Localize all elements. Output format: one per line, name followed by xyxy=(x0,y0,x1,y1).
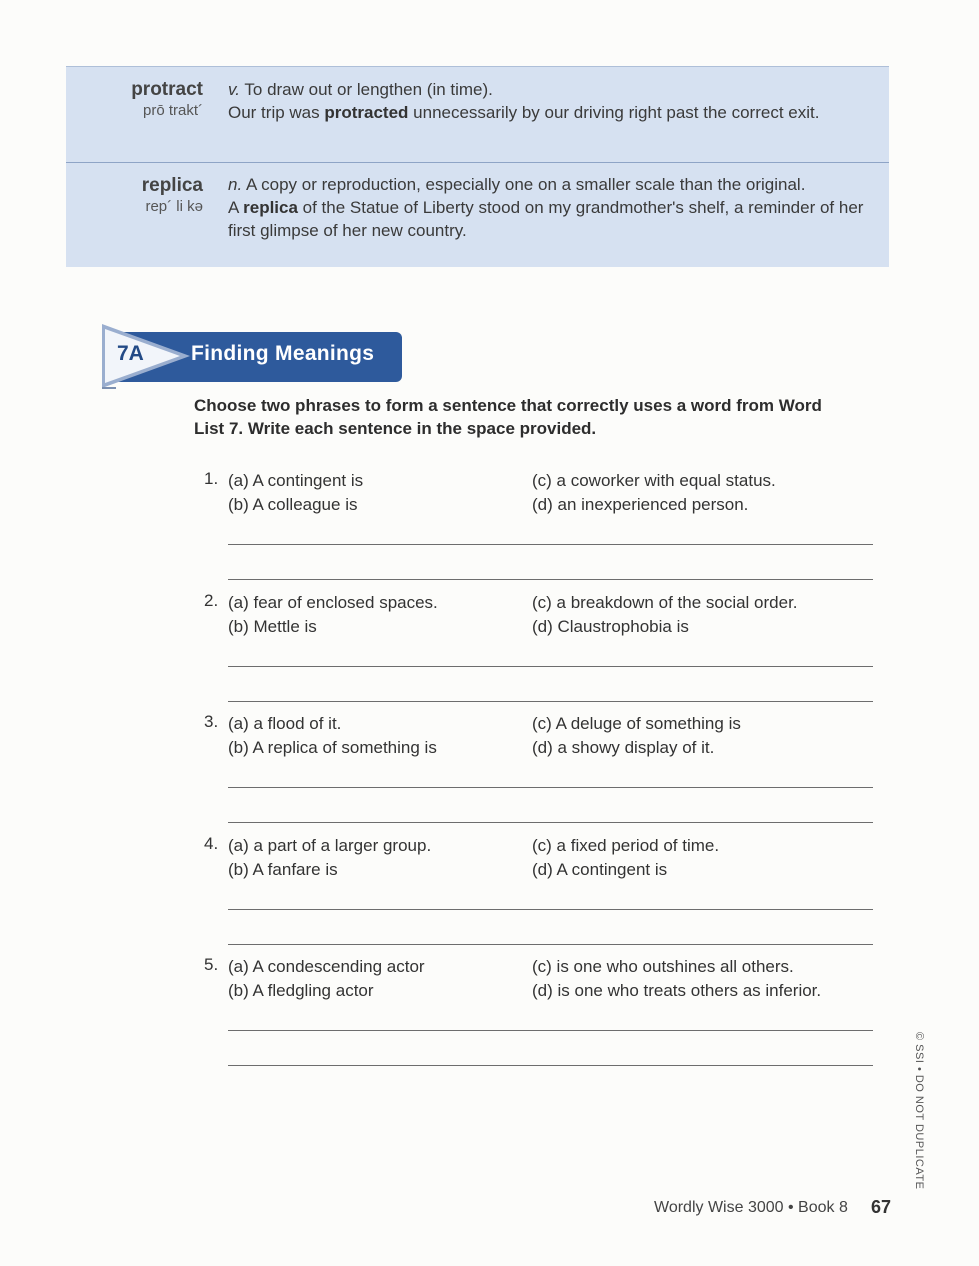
item-number: 4. xyxy=(204,834,219,853)
option-d: (d) an inexperienced person. xyxy=(532,495,749,514)
example-text-after: of the Statue of Liberty stood on my grandmother's shelf, a reminder of her first glimpse of her new country. xyxy=(228,198,864,240)
option-d: (d) a showy display of it. xyxy=(532,738,715,757)
exercise-item xyxy=(204,591,884,712)
section-title: Finding Meanings xyxy=(191,342,375,365)
option-c: (c) a fixed period of time. xyxy=(532,836,720,855)
option-a: (a) a part of a larger group. xyxy=(228,836,432,855)
option-b: (b) A replica of something is xyxy=(228,738,437,757)
answer-line[interactable] xyxy=(228,544,873,545)
option-a: (a) A contingent is xyxy=(228,471,364,490)
footer-book-title: Wordly Wise 3000 • Book 8 xyxy=(654,1199,848,1216)
option-d: (d) Claustrophobia is xyxy=(532,617,689,636)
item-number: 5. xyxy=(204,955,219,974)
option-b: (b) Mettle is xyxy=(228,617,317,636)
exercise-item xyxy=(204,834,884,955)
definition-text: To draw out or lengthen (in time). xyxy=(244,80,493,99)
definition-entry xyxy=(66,67,889,163)
option-c: (c) a breakdown of the social order. xyxy=(532,593,798,612)
instructions: Choose two phrases to form a sentence that correctly uses a word from Word List 7. Write each sentence in the space provided. xyxy=(194,396,822,438)
example-keyword: protracted xyxy=(324,103,409,122)
exercise-item xyxy=(204,469,884,590)
option-a: (a) fear of enclosed spaces. xyxy=(228,593,438,612)
answer-line[interactable] xyxy=(228,1030,873,1031)
option-b: (b) A fledgling actor xyxy=(228,981,374,1000)
answer-line[interactable] xyxy=(228,822,873,823)
example-text-after: unnecessarily by our driving right past the correct exit. xyxy=(408,103,820,122)
section-number: 7A xyxy=(117,342,144,365)
entry-definition xyxy=(228,78,878,124)
exercise-item xyxy=(204,955,884,1076)
entry-pronunciation: rep´ li kə xyxy=(145,198,203,215)
option-d: (d) is one who treats others as inferior. xyxy=(532,981,822,1000)
example-keyword: replica xyxy=(243,198,298,217)
answer-line[interactable] xyxy=(228,1065,873,1066)
option-c: (c) is one who outshines all others. xyxy=(532,957,794,976)
option-a: (a) A condescending actor xyxy=(228,957,425,976)
answer-line[interactable] xyxy=(228,701,873,702)
item-number: 1. xyxy=(204,469,219,488)
entry-definition xyxy=(228,173,878,242)
part-of-speech: v. xyxy=(228,80,240,99)
answer-line[interactable] xyxy=(228,579,873,580)
exercise-item xyxy=(204,712,884,833)
answer-line[interactable] xyxy=(228,787,873,788)
option-b: (b) A fanfare is xyxy=(228,860,338,879)
definition-text: A copy or reproduction, especially one on a smaller scale than the original. xyxy=(245,175,806,194)
example-text-before: A xyxy=(228,198,244,217)
example-text-before: Our trip was xyxy=(228,103,325,122)
answer-line[interactable] xyxy=(228,909,873,910)
section-tab xyxy=(100,324,404,386)
definition-entry xyxy=(66,163,889,267)
item-number: 3. xyxy=(204,712,219,731)
copyright-note: © SSI • DO NOT DUPLICATE xyxy=(913,1032,925,1190)
option-c: (c) a coworker with equal status. xyxy=(532,471,776,490)
entry-word: replica xyxy=(141,175,203,196)
part-of-speech: n. xyxy=(228,175,243,194)
option-c: (c) A deluge of something is xyxy=(532,714,741,733)
option-b: (b) A colleague is xyxy=(228,495,358,514)
page-number: 67 xyxy=(871,1197,892,1217)
option-a: (a) a flood of it. xyxy=(228,714,342,733)
answer-line[interactable] xyxy=(228,666,873,667)
answer-line[interactable] xyxy=(228,944,873,945)
item-number: 2. xyxy=(204,591,219,610)
entry-word: protract xyxy=(131,79,203,100)
definition-box xyxy=(66,66,889,267)
entry-pronunciation: prō trakt´ xyxy=(142,102,203,119)
option-d: (d) A contingent is xyxy=(532,860,668,879)
